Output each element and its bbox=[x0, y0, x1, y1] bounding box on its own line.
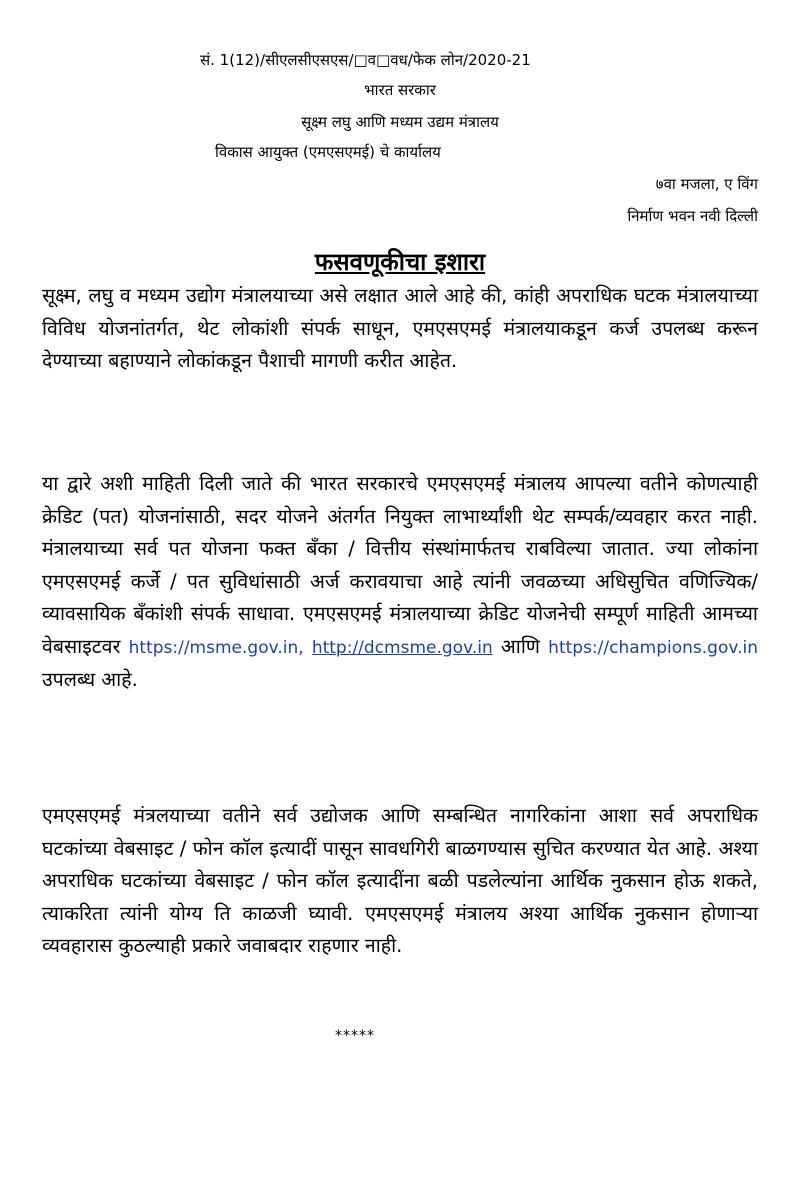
paragraph-3: एमएसएमई मंत्रलयाच्या वतीने सर्व उद्योजक आणि सम्बन्धित नागरिकांना आशा सर्व अपराधिक घटकांच्या वेबसाइट / फोन कॉल इत्यादीं पासून सावधगिरी बाळगण्यास सुचित करण्यात येत आहे. अश्या अपराधिक घटकांच्या वेबसाइट / फोन कॉल इत्यादींना बळी पडलेल्यांना आर्थिक नुकसान होऊ शकते, त्याकरिता त्यांनी योग्य ति काळजी घ्यावी. एमएसएमई मंत्रालय अश्या आर्थिक नुकसान होणाऱ्या व्यवहारास कुठल्याही प्रकारे जवाबदार राहणार नाही. bbox=[42, 804, 758, 957]
government-name: भारत सरकार bbox=[364, 81, 436, 99]
office-name: विकास आयुक्त (एमएसएमई) चे कार्यालय bbox=[215, 143, 441, 161]
dcmsme-link[interactable]: http://dcmsme.gov.in bbox=[311, 637, 493, 658]
address-line-1: ७वा मजला, ए विंग bbox=[655, 175, 758, 193]
end-mark: ***** bbox=[335, 1028, 375, 1044]
notice-title: फसवणूकीचा इशारा bbox=[314, 248, 486, 276]
ministry-name: सूक्ष्म लघु आणि मध्यम उद्यम मंत्रालय bbox=[301, 113, 499, 131]
address-line-2: निर्माण भवन नवी दिल्ली bbox=[627, 207, 758, 225]
msme-link[interactable]: https://msme.gov.in, bbox=[128, 637, 304, 658]
reference-number: सं. 1(12)/सीएलसीएसएस/□व□वध/फेक लोन/2020-21 bbox=[200, 51, 531, 69]
paragraph-2-tail: उपलब्ध आहे. bbox=[42, 668, 138, 691]
paragraph-2-text: या द्वारे अशी माहिती दिली जाते की भारत सरकारचे एमएसएमई मंत्रालय आपल्या वतीने कोणत्याही क्रेडिट (पत) योजनांसाठी, सदर योजने अंतर्गत नियुक्त लाभार्थ्यांशी थेट सम्पर्क/व्यवहार करत नाही. मंत्रालयाच्या सर्व पत योजना फक्त बँका / वित्तीय संस्थांमार्फतच राबविल्या जातात. ज्या लोकांना एमएसएमई कर्जे / पत सुविधांसाठी अर्ज करावयाचा आहे त्यांनी जवळच्या अधिसुचित वणिज्यिक/ व्यावसायिक बँकांशी संपर्क साधावा. एमएसएमई मंत्रालयाच्या क्रेडिट योजनेची सम्पूर्ण माहिती आमच्या वेबसाइटवर bbox=[42, 472, 758, 658]
paragraph-1: सूक्ष्म, लघु व मध्यम उद्योग मंत्रालयाच्या असे लक्षात आले आहे की, कांही अपराधिक घटक मंत्रालयाच्या विविध योजनांतर्गत, थेट लोकांशी संपर्क साधून, एमएसएमई मंत्रालयाकडून कर्ज उपलब्ध करून देण्याच्या बहाण्याने लोकांकडून पैशाची मागणी करीत आहेत. bbox=[42, 284, 758, 372]
and-word: आणि bbox=[500, 634, 540, 658]
champions-link[interactable]: https://champions.gov.in bbox=[548, 637, 758, 658]
paragraph-2 bbox=[42, 468, 758, 697]
